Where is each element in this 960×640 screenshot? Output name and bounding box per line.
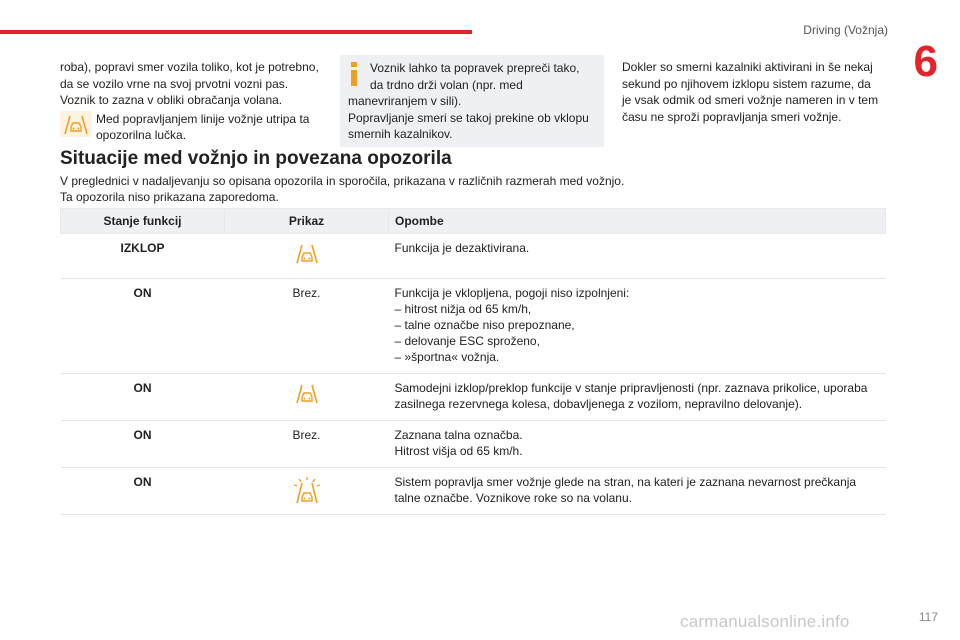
display-cell: [225, 468, 389, 515]
note-line: – delovanje ESC sproženo,: [394, 334, 540, 348]
chapter-number: 6: [913, 37, 938, 86]
notes-cell: [389, 421, 886, 468]
alerts-table: [60, 208, 886, 515]
note-line: – hitrost nižja od 65 km/h,: [394, 302, 532, 316]
display-cell: [225, 234, 389, 279]
table-header-row: [61, 209, 886, 234]
table-row: [61, 279, 886, 374]
header-accent-bar: [0, 30, 472, 34]
column-1: [60, 59, 322, 144]
notes-cell: [389, 234, 886, 279]
table-row: [61, 234, 886, 279]
note-line: Sistem popravlja smer vožnje glede na stran, na kateri je zaznana nevarnost prečkanja: [394, 475, 857, 489]
text-line: roba), popravi smer vozila toliko, kot je potrebno,: [60, 60, 319, 74]
table-row: [61, 374, 886, 421]
display-cell: [225, 374, 389, 421]
lane-keep-standby-icon: [293, 382, 321, 406]
notes-cell: [389, 279, 886, 374]
state-cell: ON: [61, 279, 225, 374]
text-line: opozorilna lučka.: [96, 128, 187, 142]
watermark: carmanualsonline.info: [680, 612, 850, 631]
note-line: Zaznana talna označba.: [394, 428, 523, 442]
text-line: V preglednici v nadaljevanju so opisana opozorila in sporočila, prikazana v različnih razmerah med vožnjo.: [60, 174, 625, 188]
state-cell: ON: [61, 421, 225, 468]
text-line: Dokler so smerni kazalniki aktivirani in še nekaj: [622, 60, 873, 74]
text-line: Voznik lahko ta popravek prepreči tako,: [370, 61, 580, 75]
text-line: je vsak odmik od smeri vožnje nameren in v tem: [622, 93, 879, 107]
notes-cell: [389, 468, 886, 515]
text-line: Ta opozorila niso prikazana zaporedoma.: [60, 189, 279, 204]
notes-cell: [389, 374, 886, 421]
lane-keep-correcting-icon: [290, 476, 324, 506]
display-cell: Brez.: [225, 279, 389, 374]
info-icon: [348, 60, 362, 90]
lane-keep-warning-icon: [60, 111, 92, 137]
note-line: Funkcija je vklopljena, pogoji niso izpolnjeni:: [394, 286, 630, 300]
column-header-display: Prikaz: [225, 209, 389, 234]
state-cell: ON: [61, 374, 225, 421]
column-3: [622, 59, 892, 125]
text-line: da trdno drži volan (npr. med: [370, 77, 523, 92]
text-line: Voznik to zazna v obliki obračanja volana.: [60, 93, 283, 107]
text-line: Med popravljanjem linije vožnje utripa ta: [96, 111, 310, 126]
text-line: smernih kazalnikov.: [348, 127, 453, 141]
warning-note: [60, 111, 322, 144]
page-number: 117: [918, 610, 938, 624]
info-box: [340, 55, 604, 147]
header-title: Driving (Vožnja): [803, 23, 888, 37]
column-header-state: Stanje funkcij: [61, 209, 225, 234]
note-line: Funkcija je dezaktivirana.: [394, 241, 530, 255]
state-cell: IZKLOP: [61, 234, 225, 279]
text-line: manevriranjem v sili).: [348, 94, 462, 108]
table-row: [61, 421, 886, 468]
note-line: Samodejni izklop/preklop funkcije v stanje pripravljenosti (npr. zaznava prikolice, uporaba: [394, 381, 868, 395]
note-line: – talne označbe niso prepoznane,: [394, 318, 575, 332]
note-line: Hitrost višja od 65 km/h.: [394, 444, 523, 458]
state-cell: ON: [61, 468, 225, 515]
note-line: – »športna« vožnja.: [394, 350, 500, 364]
lane-keep-off-icon: [293, 242, 321, 266]
section-intro: [60, 174, 880, 205]
note-line: zasilnega rezervnega kolesa, dobavljenega z vozilom, nepravilno delovanje).: [394, 397, 803, 411]
text-line: času ne sproži popravljanja smeri vožnje.: [622, 109, 842, 124]
text-line: Popravljanje smeri se takoj prekine ob vklopu: [348, 110, 589, 125]
text-line: sekund po njihovem izklopu sistem razume, da: [622, 76, 871, 91]
table-row: [61, 468, 886, 515]
section-heading: Situacije med vožnjo in povezana opozorila: [60, 148, 452, 169]
text-line: da se vozilo vrne na svoj prvotni vozni pas.: [60, 76, 289, 91]
note-line: talne označbe. Voznikove roke so na volanu.: [394, 491, 632, 505]
display-cell: Brez.: [225, 421, 389, 468]
column-header-notes: Opombe: [389, 209, 886, 234]
